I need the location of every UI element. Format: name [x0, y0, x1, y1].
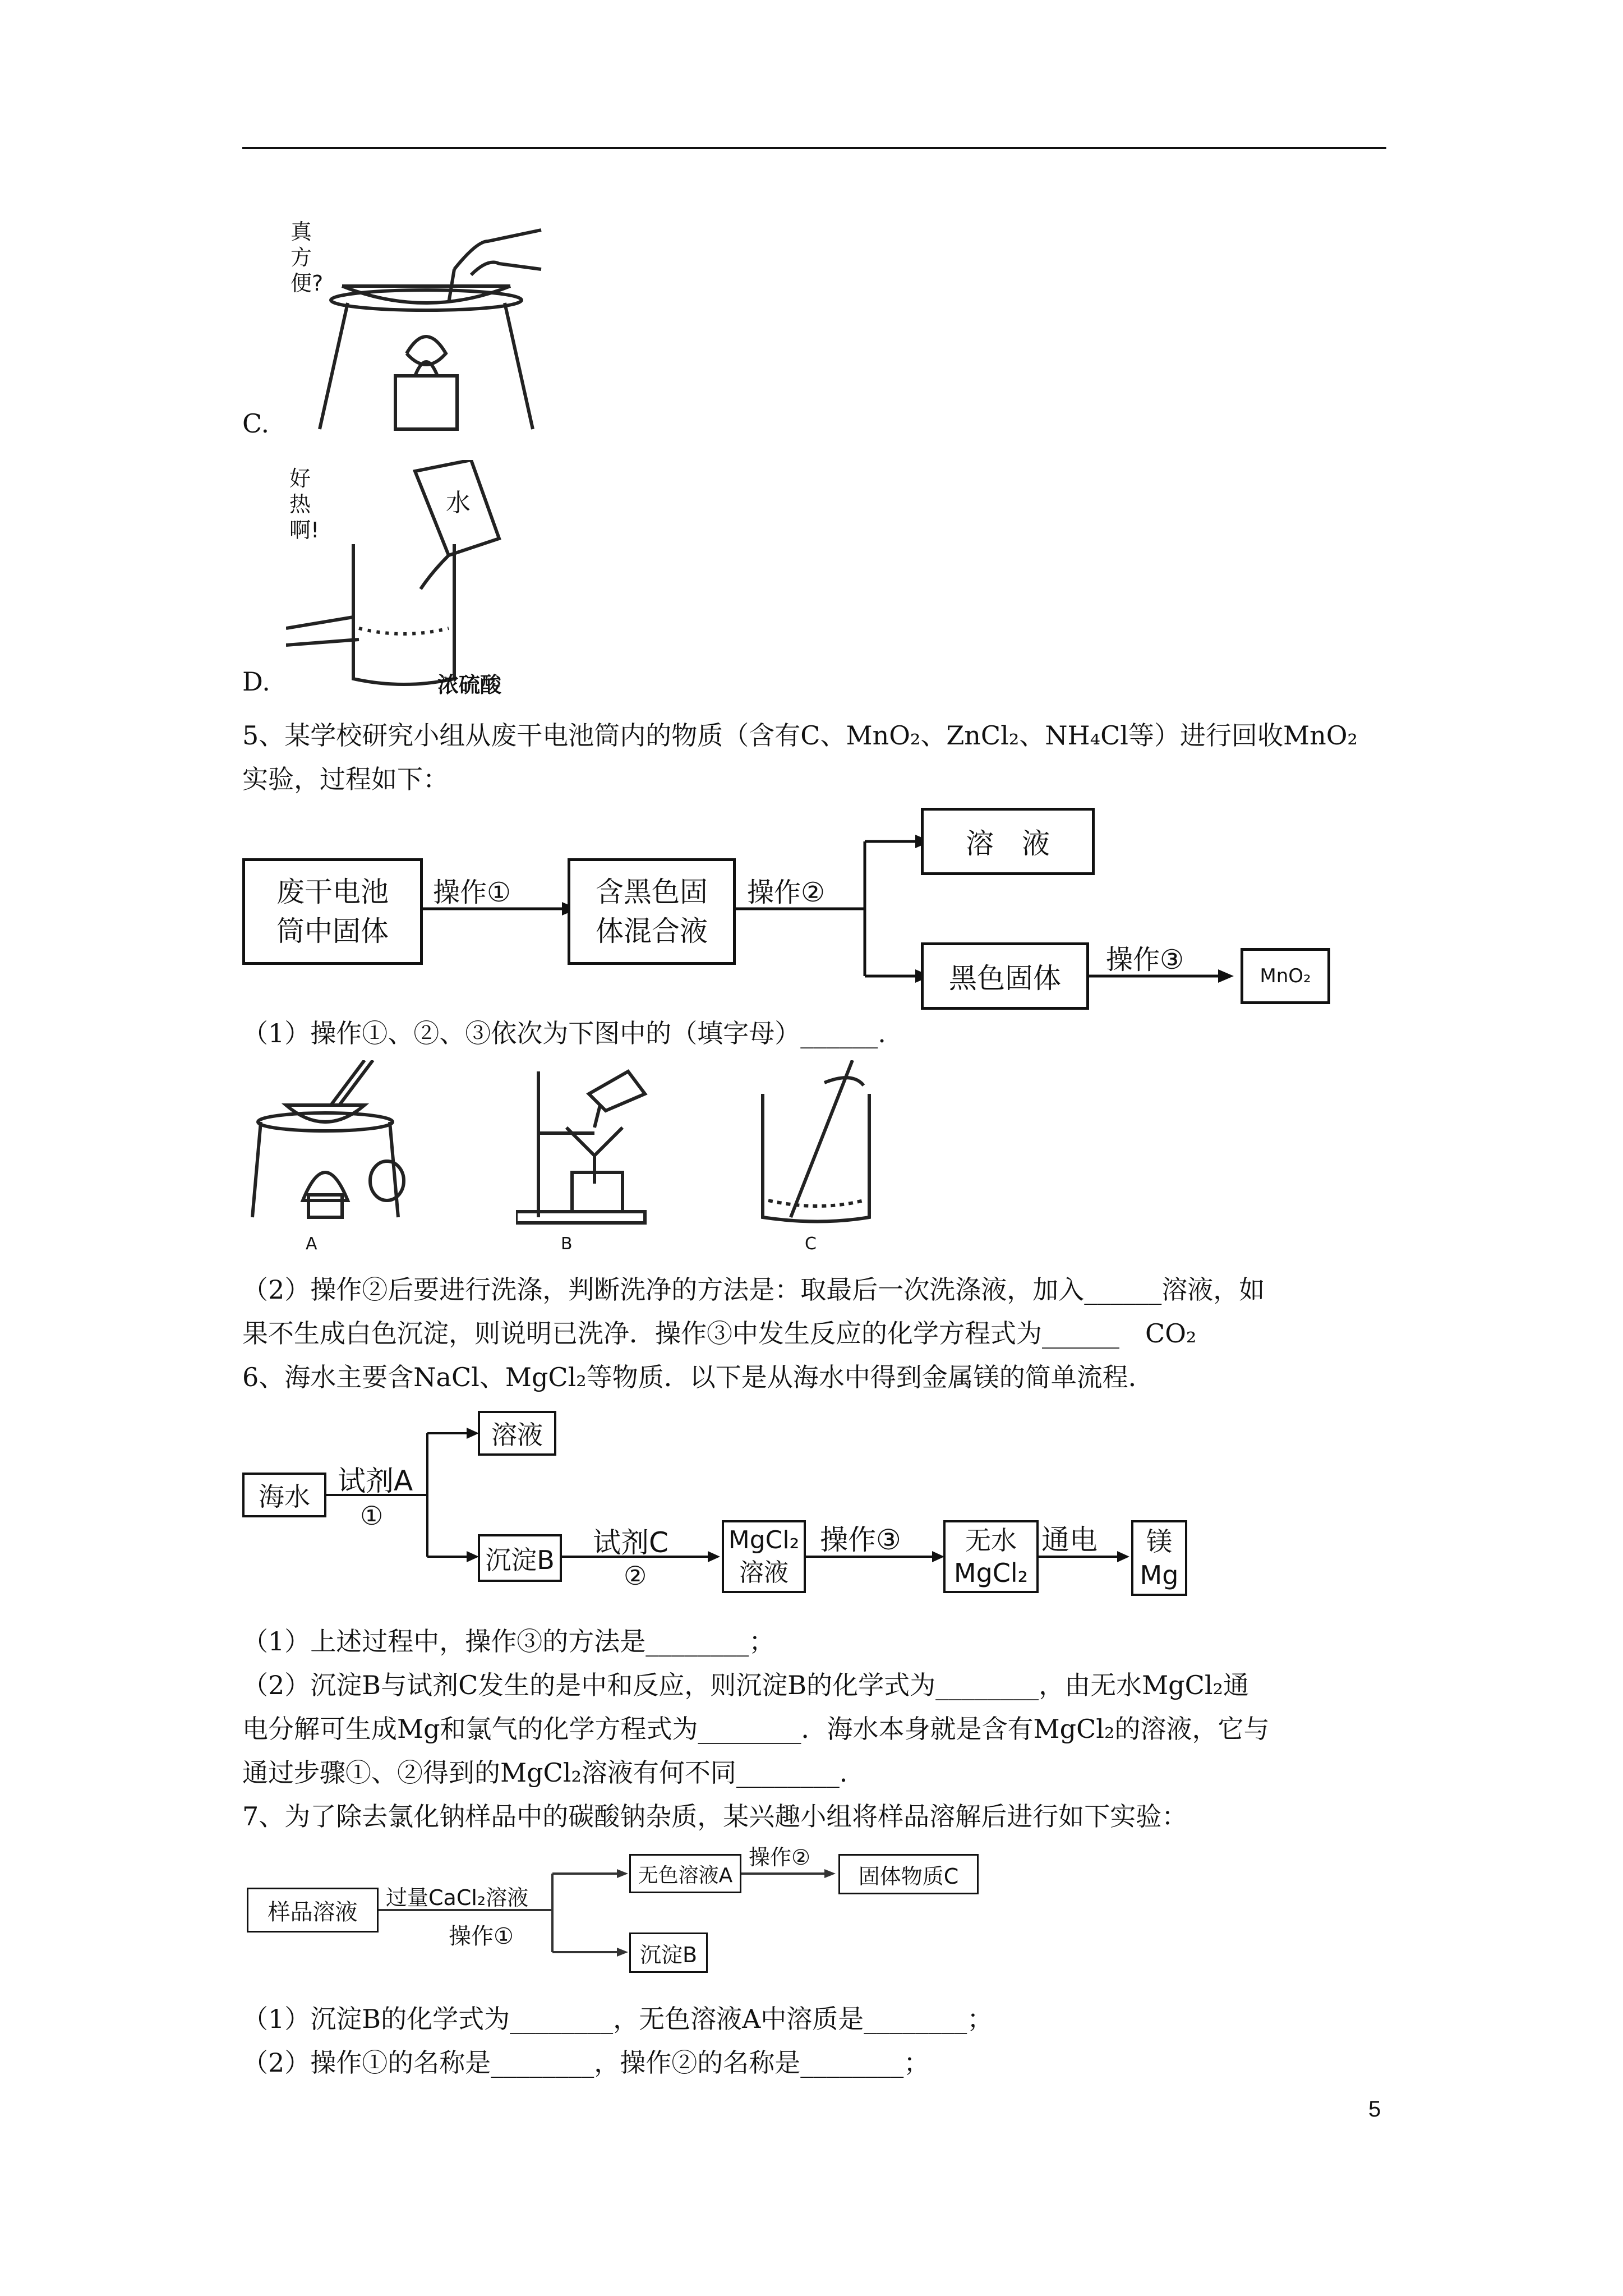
q5-apparatus-b	[516, 1060, 656, 1228]
q5-box-solution: 溶 液	[921, 808, 1095, 875]
option-d-image	[286, 460, 522, 696]
q5-box-mixture-l2: 体混合液	[596, 915, 708, 947]
q5-apparatus-a	[247, 1060, 409, 1228]
q7-flowchart	[247, 1834, 1032, 1986]
q5-line2: 实验，过程如下：	[242, 764, 449, 794]
q5-op3-label: 操作③	[1106, 944, 1184, 976]
q6-box-anhydrous-l2: MgCl₂	[953, 1558, 1029, 1588]
q6-reagent-c: 试剂C	[593, 1526, 668, 1559]
q6-sub1: （1）上述过程中，操作③的方法是________；	[242, 1626, 775, 1657]
page-number: 5	[1368, 2097, 1381, 2122]
q5-box-battery	[242, 858, 423, 965]
q6-box-mgcl2-l1: MgCl₂	[728, 1526, 800, 1554]
q6-box-anhydrous	[943, 1520, 1039, 1593]
q5-box-mno2: MnO₂	[1241, 948, 1330, 1004]
option-c-letter: C.	[242, 408, 270, 439]
header-rule	[242, 147, 1386, 149]
q6-box-precip-b: 沉淀B	[478, 1534, 562, 1582]
q5-apparatus-b-label: B	[561, 1234, 573, 1254]
q5-apparatus-c-label: C	[805, 1234, 817, 1254]
option-d-caption-bottom: 浓硫酸	[437, 673, 502, 697]
q6-box-seawater: 海水	[242, 1473, 326, 1517]
q5-box-black-solid: 黑色固体	[921, 942, 1089, 1010]
q5-apparatus-c	[757, 1060, 880, 1228]
q6-reagent-a: 试剂A	[338, 1465, 413, 1497]
q6-box-mg	[1131, 1520, 1187, 1596]
q5-box-mixture	[568, 858, 736, 965]
q5-flowchart	[242, 808, 1330, 993]
q6-step2: ②	[624, 1561, 647, 1591]
q5-box-mixture-l1: 含黑色固	[596, 876, 708, 908]
q6-step1: ①	[360, 1501, 384, 1531]
q5-line1: 5、某学校研究小组从废干电池筒内的物质（含有C、MnO₂、ZnCl₂、NH₄Cl等）进行回收MnO₂	[242, 720, 1358, 751]
q7-box-solid-c: 固体物质C	[838, 1854, 979, 1894]
q6-box-mg-l2: Mg	[1140, 1559, 1179, 1590]
option-c-image	[286, 208, 544, 432]
q6-electrolysis: 通电	[1041, 1524, 1098, 1556]
q5-sub2-line2: 果不生成白色沉淀，则说明已洗净．操作③中发生反应的化学方程式为______ CO₂	[242, 1318, 1197, 1349]
q5-op1-label: 操作①	[433, 877, 511, 908]
q6-box-anhydrous-l1: 无水	[965, 1525, 1017, 1556]
q7-box-sample: 样品溶液	[247, 1888, 379, 1932]
q7-box-solution-a: 无色溶液A	[629, 1854, 741, 1893]
option-d-letter: D.	[242, 666, 270, 697]
q7-sub1: （1）沉淀B的化学式为________，无色溶液A中溶质是________；	[242, 2004, 993, 2034]
q7-sub2: （2）操作①的名称是________，操作②的名称是________；	[242, 2047, 930, 2078]
q5-op2-label: 操作②	[747, 877, 826, 908]
q7-op2: 操作②	[749, 1845, 811, 1870]
q6-op3: 操作③	[820, 1524, 901, 1556]
q7-reagent: 过量CaCl₂溶液	[386, 1885, 529, 1910]
q5-apparatus-a-label: A	[306, 1234, 317, 1254]
q5-box-battery-l2: 筒中固体	[276, 915, 389, 947]
q7-line1: 7、为了除去氯化钠样品中的碳酸钠杂质，某兴趣小组将样品溶解后进行如下实验：	[242, 1801, 1188, 1832]
option-c-caption: 真方便?	[291, 219, 324, 296]
q6-flowchart	[242, 1402, 1196, 1616]
q6-sub2-line3: 通过步骤①、②得到的MgCl₂溶液有何不同________．	[242, 1757, 865, 1788]
q5-sub1: （1）操作①、②、③依次为下图中的（填字母）______.	[242, 1018, 886, 1048]
option-d-caption-left: 好热啊!	[289, 466, 320, 542]
q5-box-battery-l1: 废干电池	[276, 876, 389, 908]
q6-box-mgcl2-l2: 溶液	[739, 1558, 789, 1587]
q6-box-solution: 溶液	[478, 1411, 556, 1456]
q6-box-mg-l1: 镁	[1146, 1526, 1172, 1557]
q5-sub2-line1: （2）操作②后要进行洗涤，判断洗净的方法是：取最后一次洗涤液，加入______溶液，如	[242, 1274, 1265, 1305]
q7-op1: 操作①	[449, 1924, 514, 1949]
q6-sub2-line1: （2）沉淀B与试剂C发生的是中和反应，则沉淀B的化学式为________，由无水MgCl₂通	[242, 1670, 1249, 1700]
q6-sub2-line2: 电分解可生成Mg和氯气的化学方程式为________．海水本身就是含有MgCl₂的溶液，它与	[242, 1714, 1270, 1744]
q6-line1: 6、海水主要含NaCl、MgCl₂等物质．以下是从海水中得到金属镁的简单流程．	[242, 1362, 1154, 1392]
option-d-caption-cup: 水	[446, 489, 471, 517]
q7-box-precip-b: 沉淀B	[629, 1932, 708, 1973]
q6-box-mgcl2-solution	[722, 1520, 806, 1593]
